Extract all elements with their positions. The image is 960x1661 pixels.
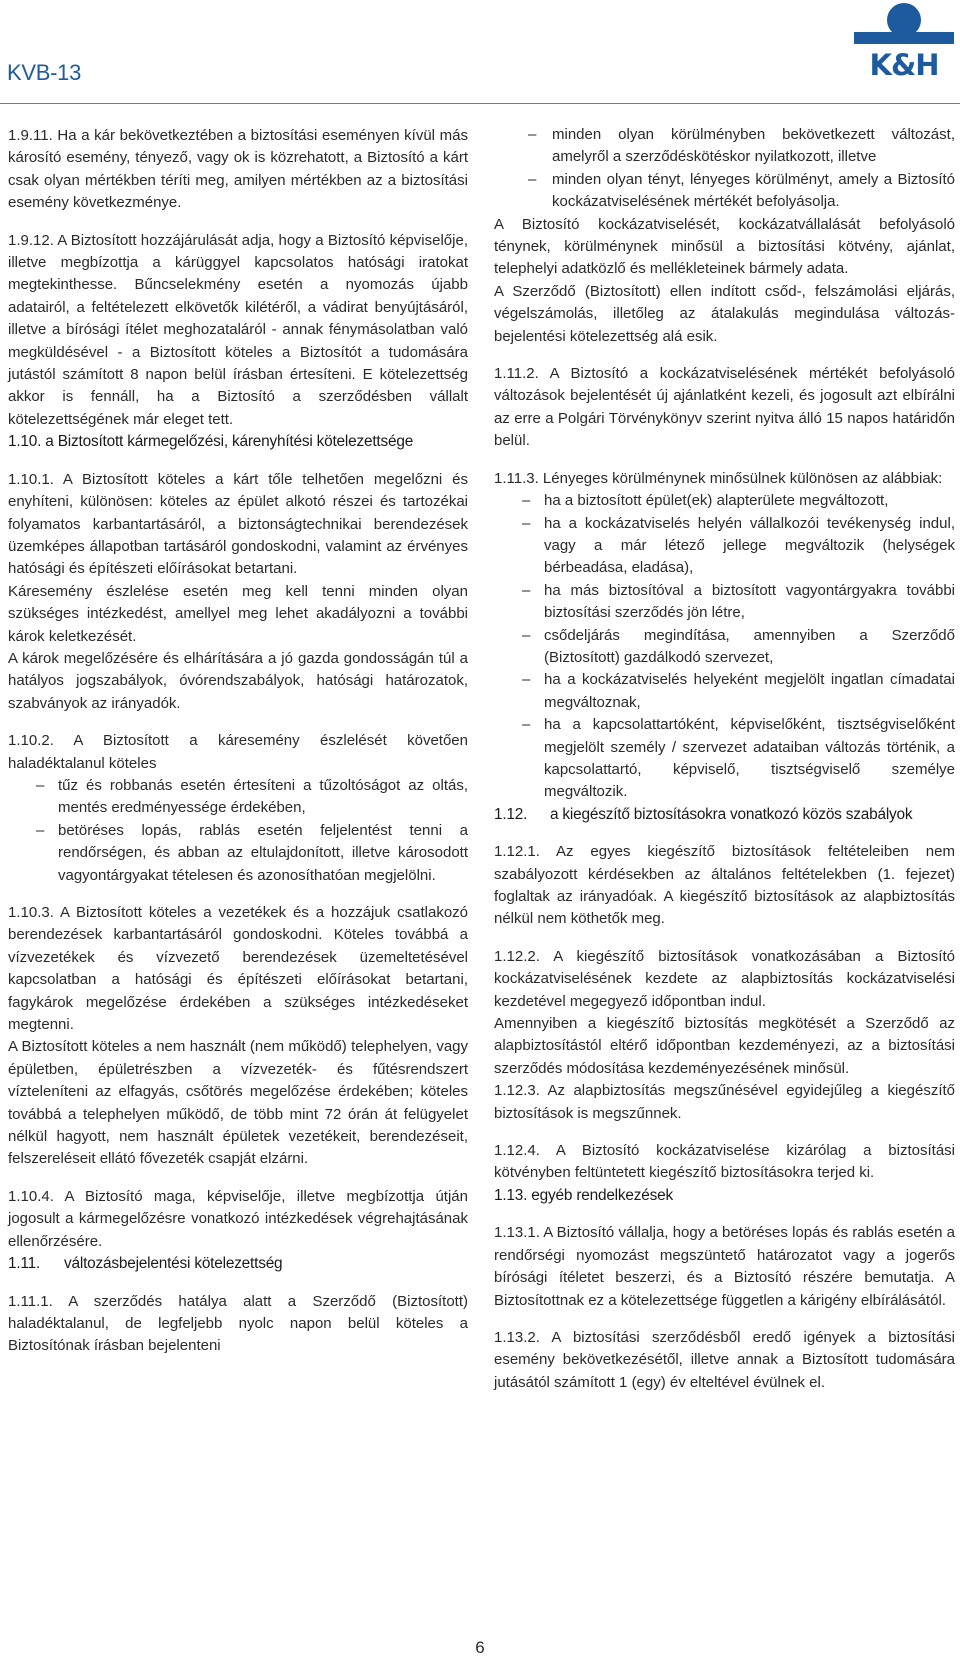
document-code: KVB-13 xyxy=(7,60,82,85)
paragraph-1-11-3: 1.11.3. Lényeges körülménynek minősülnek különösen az alábbiak: xyxy=(494,469,943,487)
paragraph-1-10-3-unused-premises: A Biztosított köteles a nem használt (nem működő) telephelyen, vagy épületben, épületrészben a vízvezeték- és fűtésrendszert vízteleníteni az elfagyás, csőtörés megelőzése érdekében; köteles továbbá a telephelyen működő, de több mint 72 órán át felügyelet nélkül hagyott, nem használt épületek vezetékeit, berendezéseit, felszereléseit ellátó fővezeték csapját elzárni. xyxy=(8,1038,468,1168)
list-item: – ha a kockázatviselés helyeként megjelölt ingatlan címadatai megváltoznak, xyxy=(494,669,955,714)
section-heading-1-12 xyxy=(494,804,955,826)
paragraph-1-11-2: 1.11.2. A Biztosító a kockázatviselésének mértékét befolyásoló változások bejelentését új ajánlatként kezeli, és jogosult azt elbírálni az erre a Polgári Törvénykönyv szerint nyitva álló 15 napos határidőn belül. xyxy=(494,365,955,450)
right-column xyxy=(494,125,955,1394)
list-item: – ha a kockázatviselés helyén vállalkozói tevékenység indul, vagy a már létező jellege megváltozik (helységek bérbeadása, eladása), xyxy=(494,513,955,580)
section-heading-1-10: 1.10. a Biztosított kármegelőzési, kárenyhítési kötelezettsége xyxy=(8,433,414,451)
list-1-10-2 xyxy=(8,775,468,887)
list-item: – csődeljárás megindítása, amennyiben a Szerződő (Biztosított) gazdálkodó szervezet, xyxy=(494,625,955,670)
paragraph-1-10-4: 1.10.4. A Biztosító maga, képviselője, illetve megbízottja útján jogosult a kármegelőzésre vonatkozó intézkedések végrehajtásának ellenőrzésére. xyxy=(8,1187,468,1250)
paragraph-1-12-2-different-date: Amennyiben a kiegészítő biztosítás megkötését a Szerződő az alapbiztosítástól eltérő időpontban kezdeményezi, az a biztosítási szerződés módosítása kezdeményezésének minősül. xyxy=(494,1015,955,1077)
paragraph-1-12-2: 1.12.2. A kiegészítő biztosítások vonatkozásában a Biztosító kockázatviselésének kezdete az alapbiztosítás kockázatviselési kezdetével megegyező időpontban indul. xyxy=(494,947,955,1010)
paragraph-1-9-12: 1.9.12. A Biztosított hozzájárulását adja, hogy a Biztosító képviselője, illetve megbízottja a kárüggyel kapcsolatos hatósági iratokat megtekinthesse. Bűncselekmény esetén a nyomozás újabb adatairól, a feltételezett elkövetők kilétéről, a vádirat benyújtásáról, illetve a bírósági ítélet meghozataláról - annak fénymásolatban való megküldésével - a Biztosított köteles a Biztosítót a tudomására jutástól számított 8 napon belül írásban értesíteni. E kötelezettség akkor is fennáll, ha a Biztosító a szerződésben vállalt kötelezettségének már eleget tett. xyxy=(8,231,468,428)
list-item: – ha más biztosítóval a biztosított vagyontárgyakra további biztosítási szerződés jön létre, xyxy=(494,580,955,625)
paragraph-1-11-1: 1.11.1. A szerződés hatálya alatt a Szerződő (Biztosított) haladéktalanul, de legfeljebb nyolc napon belül köteles a Biztosítónak írásban bejelenteni xyxy=(8,1292,468,1355)
kh-logo xyxy=(852,2,956,84)
section-number: 1.12. xyxy=(494,805,528,823)
section-heading-1-13: 1.13. egyéb rendelkezések xyxy=(494,1186,673,1204)
paragraph-1-13-2: 1.13.2. A biztosítási szerződésből eredő igények a biztosítási esemény bekövetkezésétől, illetve annak a Biztosított tudomására jutásától számított 1 (egy) év elteltével évülnek el. xyxy=(494,1328,955,1391)
paragraph-risk-factors: A Biztosító kockázatviselését, kockázatvállalását befolyásoló ténynek, körülménynek minősül a biztosítási kötvény, ajánlat, telephelyi adatközlő és mellékleteinek bármely adata. xyxy=(494,215,955,278)
list-item: – ha a biztosított épület(ek) alapterülete megváltozott, xyxy=(494,490,955,512)
paragraph-1-13-1: 1.13.1. A Biztosító vállalja, hogy a betöréses lopás és rablás esetén a rendőrségi nyomozást megszüntető határozatot vagy a jogerős bírósági ítéletet beszerzi, és a Biztosító részére bemutatja. A Biztosítottnak ez a kötelezettsége független a kárigény elbírálásától. xyxy=(494,1224,955,1309)
paragraph-1-10-1-prevention: A károk megelőzésére és elhárítására a jó gazda gondosságán túl a hatályos jogszabályok, óvórendszabályok, hatósági határozatok, szabványok az irányadók. xyxy=(8,649,468,712)
paragraph-1-12-4: 1.12.4. A Biztosító kockázatviselése kizárólag a biztosítási kötvényben feltüntetett kiegészítő biztosításokra terjed ki. xyxy=(494,1142,955,1182)
section-number: 1.11. xyxy=(8,1255,41,1273)
list-item: – minden olyan tényt, lényeges körülményt, amely a Biztosító kockázatviselésének mértékét befolyásolja. xyxy=(494,169,955,214)
section-title: a kiegészítő biztosításokra vonatkozó közös szabályok xyxy=(550,805,913,823)
list-1-11-1 xyxy=(494,124,955,214)
page-number: 6 xyxy=(475,1638,485,1657)
list-item: – minden olyan körülményben bekövetkezett változást, amelyről a szerződéskötéskor nyilatkozott, illetve xyxy=(494,124,955,169)
paragraph-bankruptcy: A Szerződő (Biztosított) ellen indított csőd-, felszámolási eljárás, végelszámolás, illetőleg az átalakulás megindulása változás-bejelentési kötelezettség alá esik. xyxy=(494,282,955,345)
header-divider xyxy=(0,103,960,104)
paragraph-1-9-11: 1.9.11. Ha a kár bekövetkeztében a biztosítási eseményen kívül más károsító esemény, tényező, vagy ok is közrehatott, a Biztosító a kárt csak olyan mértékben téríti meg, amilyen mértékben az a biztosítási esemény következménye. xyxy=(8,127,468,212)
paragraph-1-10-1-incident: Káresemény észlelése esetén meg kell tenni minden olyan szükséges intézkedést, amellyel meg lehet akadályozni a további károk keletkezését. xyxy=(8,582,468,645)
paragraph-1-10-1: 1.10.1. A Biztosított köteles a kárt tőle telhetően megelőzni és enyhíteni, különösen: köteles az épület alkotó részei és tartozékai folyamatos karbantartásáról, a biztonságtechnikai berendezések üzemképes állapotban tartásáról gondoskodni, valamint az érvényes hatósági és építészeti előírásokat betartani. xyxy=(8,470,468,578)
section-heading-1-11 xyxy=(8,1253,468,1275)
list-item: – ha a kapcsolattartóként, képviselőként, tisztségviselőként megjelölt személy / szervezet adataiban változás történik, a kapcsolattartó, képviselő, tisztségviselő személye megváltozik. xyxy=(494,714,955,804)
list-1-11-3 xyxy=(494,490,955,804)
paragraph-1-12-1: 1.12.1. Az egyes kiegészítő biztosítások feltételeiben nem szabályozott kérdésekben az általános feltételekben (1. fejezet) foglaltak az irányadóak. A kiegészítő biztosítások az alapbiztosítás nélkül nem köthetők meg. xyxy=(494,843,955,928)
paragraph-1-12-3: 1.12.3. Az alapbiztosítás megszűnésével egyidejűleg a kiegészítő biztosítások is megszűnnek. xyxy=(494,1082,955,1122)
left-column xyxy=(8,125,468,1358)
paragraph-1-10-3: 1.10.3. A Biztosított köteles a vezetékek és a hozzájuk csatlakozó berendezések karbantartásáról gondoskodni. Köteles továbbá a vízvezetékek és vízvezető berendezések üzemeltetésével kapcsolatban a hatósági és építészeti előírásokat betartani, fagykárok megelőzése érdekében a szükséges intézkedéseket megtenni. xyxy=(8,904,468,1034)
paragraph-1-10-2: 1.10.2. A Biztosított a káresemény észlelését követően haladéktalanul köteles xyxy=(8,732,468,772)
list-item: – tűz és robbanás esetén értesíteni a tűzoltóságot az oltás, mentés eredményessége érdekében, xyxy=(8,775,468,820)
section-title: változásbejelentési kötelezettség xyxy=(64,1255,283,1273)
logo-wordmark: K&H xyxy=(869,48,939,82)
list-item: – betöréses lopás, rablás esetén feljelentést tenni a rendőrségen, és abban az eltulajdonított, illetve károsodott vagyontárgyakat tételesen és azonosíthatóan megjelölni. xyxy=(8,820,468,887)
